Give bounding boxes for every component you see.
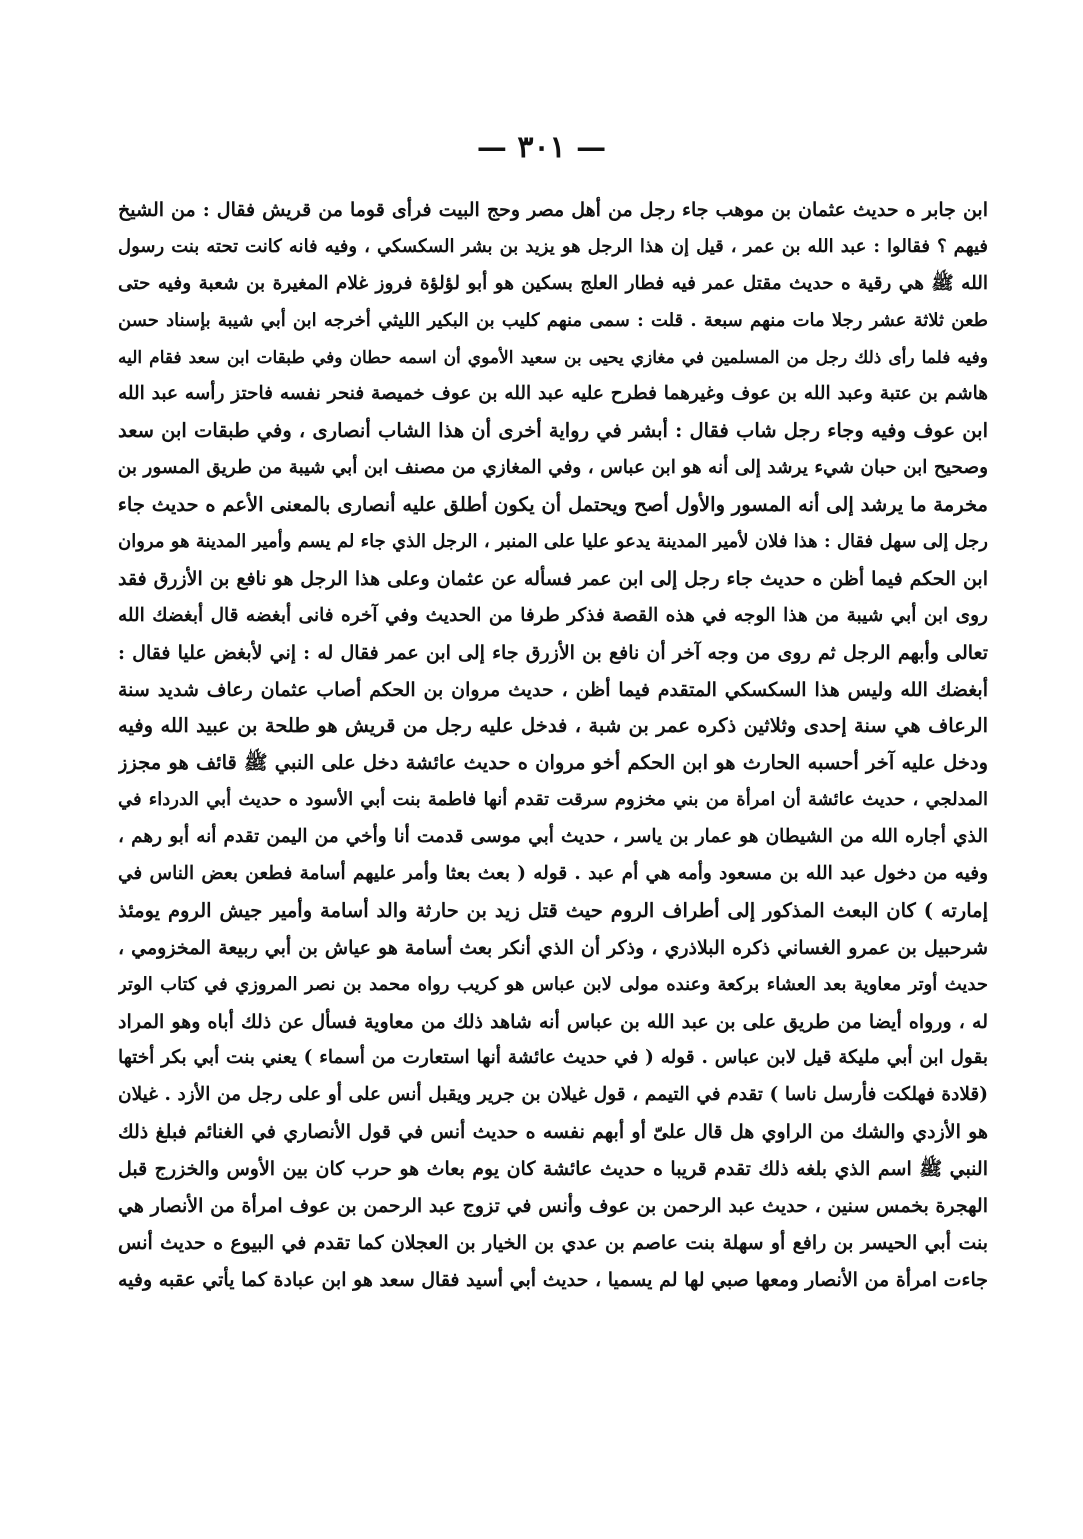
- text-line: روى ابن أبي شيبة من هذا الوجه في هذه القصة فذكر طرفا من الحديث وفي آخره فانى أبغضه قال أبغضك الله: [118, 604, 988, 626]
- text-line: الذي أجاره الله من الشيطان هو عمار بن ياسر ، حديث أبي موسى قدمت أنا وأخي من اليمن تقدم أنه أبو رهم ،: [118, 826, 988, 848]
- text-line: ابن جابر ه حديث عثمان بن موهب جاء رجل من أهل مصر وحج البيت فرأى قوما من قريش فقال : من الشيخ: [118, 199, 988, 221]
- text-line: ودخل عليه آخر أحسبه الحارث هو ابن الحكم أخو مروان ه حديث عائشة دخل على النبي ﷺ قائف هو مجزز: [118, 751, 988, 775]
- text-line: وصحيح ابن حبان شيء يرشد إلى أنه هو ابن عباس ، وفي المغازي من مصنف ابن أبي شيبة من طريق المسور بن: [118, 457, 988, 479]
- text-line: الله ﷺ هي رقية ه حديث مقتل عمر فيه فطار العلج بسكين هو أبو لؤلؤة فروز غلام المغيرة بن شعبة وفيه حتى: [118, 272, 988, 294]
- text-line: الرعاف هي سنة إحدى وثلاثين ذكره عمر بن شبة ، فدخل عليه رجل من قريش هو طلحة بن عبيد الله وفيه: [118, 714, 988, 738]
- text-line: أبغضك الله وليس هذا السكسكي المتقدم فيما أظن ، حديث مروان بن الحكم أصاب عثمان رعاف شديد سنة: [118, 678, 988, 701]
- text-line: شرحبيل بن عمرو الغساني ذكره البلاذري ، وذكر أن الذي أنكر بعث أسامة هو عياش بن أبي ربيعة المخزومي ،: [118, 936, 988, 959]
- text-line: المدلجي ، حديث عائشة أن امرأة من بني مخزوم سرقت تقدم أنها فاطمة بنت أبي الأسود ه حديث أبي الدرداء في: [118, 789, 988, 811]
- text-line: فيهم ؟ فقالوا : عبد الله بن عمر ، قيل إن هذا الرجل هو يزيد بن بشر السكسكي ، وفيه فانه كانت تحته بنت رسول: [118, 235, 988, 257]
- text-line: هاشم بن عتبة وعبد الله بن عوف وغيرهما فطرح عليه عبد الله بن عوف خميصة فنحر نفسه فاحتز رأسه عبد الله: [118, 383, 988, 405]
- text-line: ابن عوف وفيه وجاء رجل شاب فقال : أبشر في رواية أخرى أن هذا الشاب أنصارى ، وفي طبقات ابن سعد: [118, 419, 988, 443]
- text-line: وفيه فلما رأى ذلك رجل من المسلمين في مغازي يحيى بن سعيد الأموي أن اسمه حطان وفي طبقات ابن سعد فقام اليه: [118, 347, 988, 368]
- page-number: — ٣٠١ —: [476, 130, 607, 165]
- text-line: وفيه من دخول عبد الله بن مسعود وأمه هي أم عبد . قوله ( بعث بعثا وأمر عليهم أسامة فطعن بعض الناس في: [118, 863, 988, 885]
- text-line: الهجرة بخمس سنين ، حديث عبد الرحمن بن عوف وأنس في تزوج عبد الرحمن بن عوف امرأة من الأنصار هي: [118, 1195, 988, 1218]
- text-line: تعالى وأبهم الرجل ثم روى من وجه آخر أن نافع بن الأزرق جاء إلى ابن عمر فقال له : إني لأبغض عليا فقال :: [118, 641, 988, 664]
- text-line: له ، ورواه أيضا من طريق على بن عبد الله بن عباس أنه شاهد ذلك من معاوية فسأل عن ذلك أباه وهو المراد: [118, 1010, 988, 1033]
- text-line: بقول ابن أبي مليكة قيل لابن عباس . قوله ( في حديث عائشة أنها استعارت من أسماء ) يعني بنت أبي بكر أختها: [118, 1047, 988, 1069]
- text-line: إمارته ) كان البعث المذكور إلى أطراف الروم حيث قتل زيد بن حارثة والد أسامة وأمير جيش الروم يومئذ: [118, 898, 988, 922]
- text-line: ابن الحكم فيما أظن ه حديث جاء رجل إلى ابن عمر فسأله عن عثمان وعلى هذا الرجل هو نافع بن الأزرق فقد: [118, 567, 988, 590]
- text-line: النبي ﷺ اسم الذي بلغه ذلك تقدم قريبا ه حديث عائشة كان يوم بعاث هو حرب كان بين الأوس والخزرج قبل: [118, 1158, 988, 1181]
- text-line: جاءت امرأة من الأنصار ومعها صبي لها لم يسميا ، حديث أبي أسيد فقال سعد هو ابن عبادة كما يأتي عقبه وفيه: [118, 1268, 988, 1291]
- text-line: حديث أوتر معاوية بعد العشاء بركعة وعنده مولى لابن عباس هو كريب رواه محمد بن نصر المروزي في كتاب الوتر: [118, 973, 988, 995]
- text-line: مخرمة ما يرشد إلى أنه المسور والأول أصح ويحتمل أن يكون أطلق عليه أنصارى بالمعنى الأعم ه حديث جاء: [118, 493, 988, 517]
- page-body: [118, 192, 988, 1299]
- text-line: هو الأزدي والشك من الراوي هل قال علىّ أو أبهم نفسه ه حديث أنس في قول الأنصاري في الغنائم فبلغ ذلك: [118, 1121, 988, 1144]
- text-line: طعن ثلاثة عشر رجلا مات منهم سبعة . قلت : سمى منهم كليب بن البكير الليثي أخرجه ابن أبي شيبة بإسناد حسن: [118, 309, 988, 331]
- text-line: (قلادة فهلكت فأرسل ناسا ) تقدم في التيمم ، قول غيلان بن جرير ويقبل أنس على أو على رجل من الأزد . غيلان: [118, 1084, 988, 1106]
- text-line: رجل إلى سهل فقال : هذا فلان لأمير المدينة يدعو عليا على المنبر ، الرجل الذي جاء لم يسم وأمير المدينة هو مروان: [118, 531, 988, 553]
- text-line: بنت أبي الحيسر بن رافع أو سهلة بنت عاصم بن عدي بن الخيار بن العجلان كما تقدم في البيوع ه حديث أنس: [118, 1231, 988, 1254]
